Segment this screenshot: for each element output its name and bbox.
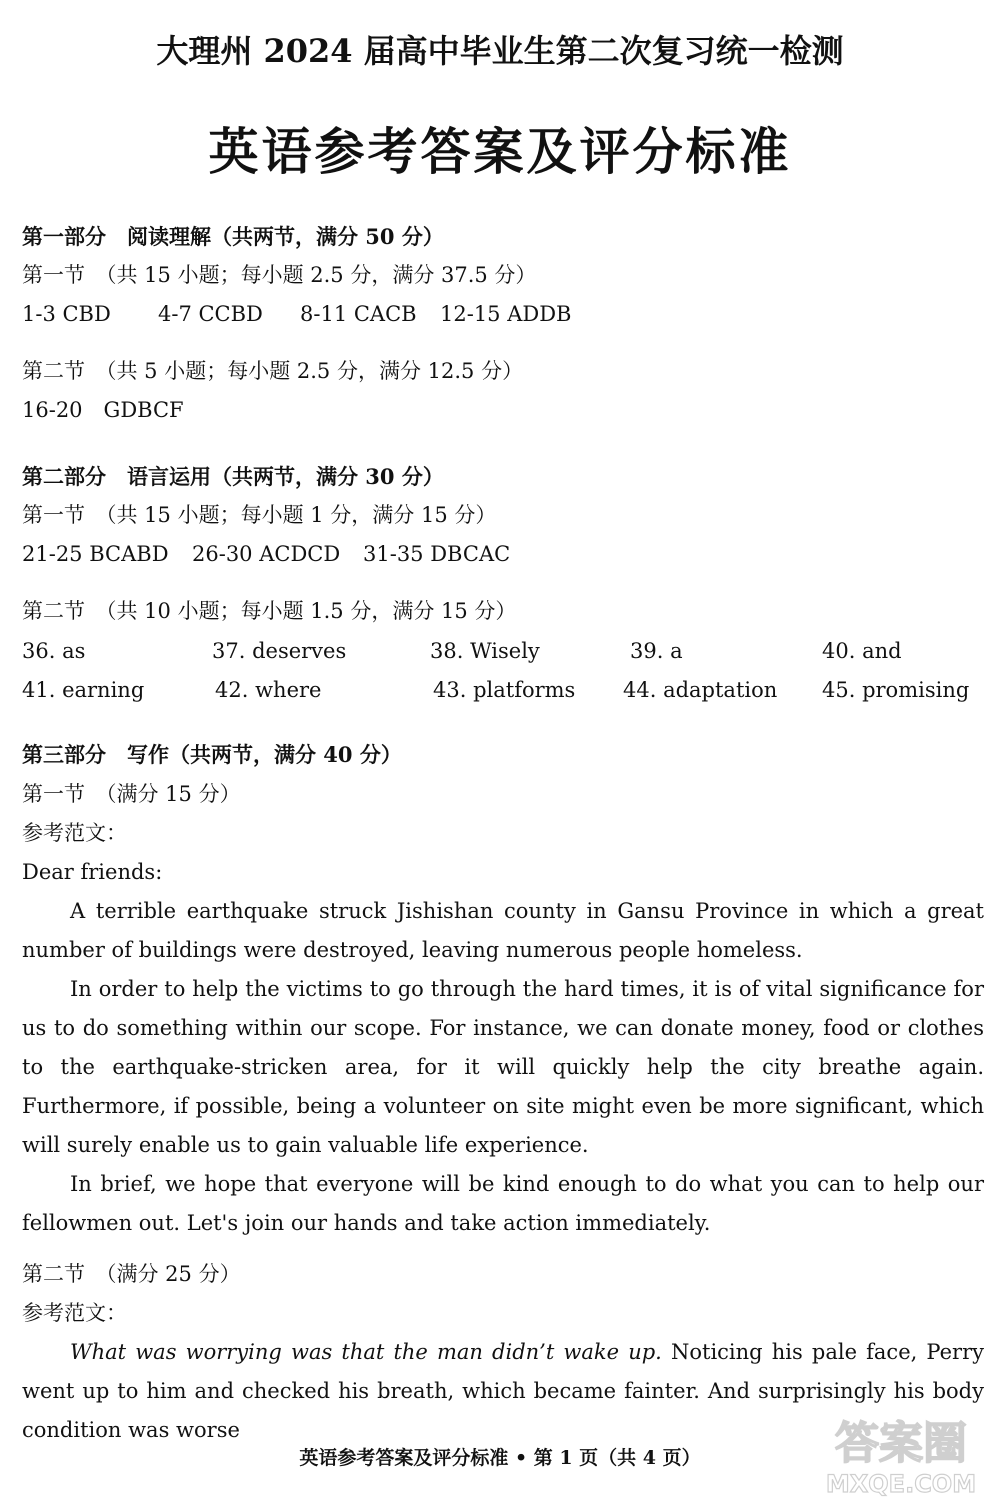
story-opening-sentence: What was worrying was that the man didn’t wake up.	[70, 1340, 662, 1364]
part1-section1-heading: 第一节 （共 15 小题；每小题 2.5 分，满分 37.5 分）	[22, 263, 537, 287]
answer-item: 42. where	[215, 678, 322, 702]
answer-group: 31-35 DBCAC	[363, 542, 511, 566]
part1-section2-heading: 第二节 （共 5 小题；每小题 2.5 分，满分 12.5 分）	[22, 359, 524, 383]
watermark-domain: MXQE.COM	[825, 1470, 977, 1498]
answer-item: 45. promising	[822, 678, 970, 702]
answer-item: 39. a	[630, 639, 683, 663]
answer-group: 26-30 ACDCD	[192, 542, 341, 566]
answer-item: 41. earning	[22, 678, 145, 702]
part1-heading: 第一部分 阅读理解（共两节，满分 50 分）	[22, 224, 444, 249]
exam-title: 大理州 2024 届高中毕业生第二次复习统一检测	[156, 32, 844, 70]
watermark-title: 答案圈	[835, 1418, 967, 1469]
answer-item: 44. adaptation	[623, 678, 778, 702]
essay-paragraph: A terrible earthquake struck Jishishan county in Gansu Province in which a great number of buildings were destroyed, leaving numerous people homeless.	[22, 899, 984, 962]
answer-key-title: 英语参考答案及评分标准	[208, 122, 792, 181]
answer-group: 8-11 CACB	[300, 302, 417, 326]
answer-item: 43. platforms	[433, 678, 576, 702]
answer-item: 38. Wisely	[430, 639, 540, 663]
answer-group: 12-15 ADDB	[440, 302, 572, 326]
answer-group: 1-3 CBD	[22, 302, 111, 326]
part2-section2-heading: 第二节 （共 10 小题；每小题 1.5 分，满分 15 分）	[22, 599, 517, 623]
sample-essay-label: 参考范文：	[22, 821, 127, 845]
part3-section1-heading: 第一节 （满分 15 分）	[22, 782, 241, 806]
answer-item: 37. deserves	[212, 639, 347, 663]
part3-section2-heading: 第二节 （满分 25 分）	[22, 1262, 241, 1286]
answer-group: 4-7 CCBD	[158, 302, 263, 326]
answer-group: 21-25 BCABD	[22, 542, 169, 566]
answer-group: 16-20 GDBCF	[22, 398, 184, 422]
answer-item: 36. as	[22, 639, 86, 663]
answer-item: 40. and	[822, 639, 902, 663]
story-continuation-text: Noticing his pale face, Perry went up to him and checked his breath, which became fainter. And surprisingly his body condition was worse	[22, 1340, 984, 1442]
part3-heading: 第三部分 写作（共两节，满分 40 分）	[22, 742, 402, 767]
letter-greeting: Dear friends:	[22, 860, 163, 884]
page-footer: 英语参考答案及评分标准 • 第 1 页（共 4 页）	[299, 1447, 701, 1469]
essay-paragraph: In brief, we hope that everyone will be kind enough to do what you can to help our fellowmen out. Let's join our hands and take action immediately.	[22, 1172, 984, 1235]
part2-heading: 第二部分 语言运用（共两节，满分 30 分）	[22, 464, 444, 489]
essay-paragraph: In order to help the victims to go through the hard times, it is of vital significance for us to do something within our scope. For instance, we can donate money, food or clothes to the earthquake-stricken area, for it will quickly help the city breathe again. Furthermore, if possible, being a volunteer on site might even be more significant, which will surely enable us to gain valuable life experience.	[22, 977, 984, 1157]
sample-essay-label: 参考范文：	[22, 1301, 127, 1325]
watermark-logo-icon	[816, 1410, 986, 1500]
part2-section1-heading: 第一节 （共 15 小题；每小题 1 分，满分 15 分）	[22, 503, 497, 527]
